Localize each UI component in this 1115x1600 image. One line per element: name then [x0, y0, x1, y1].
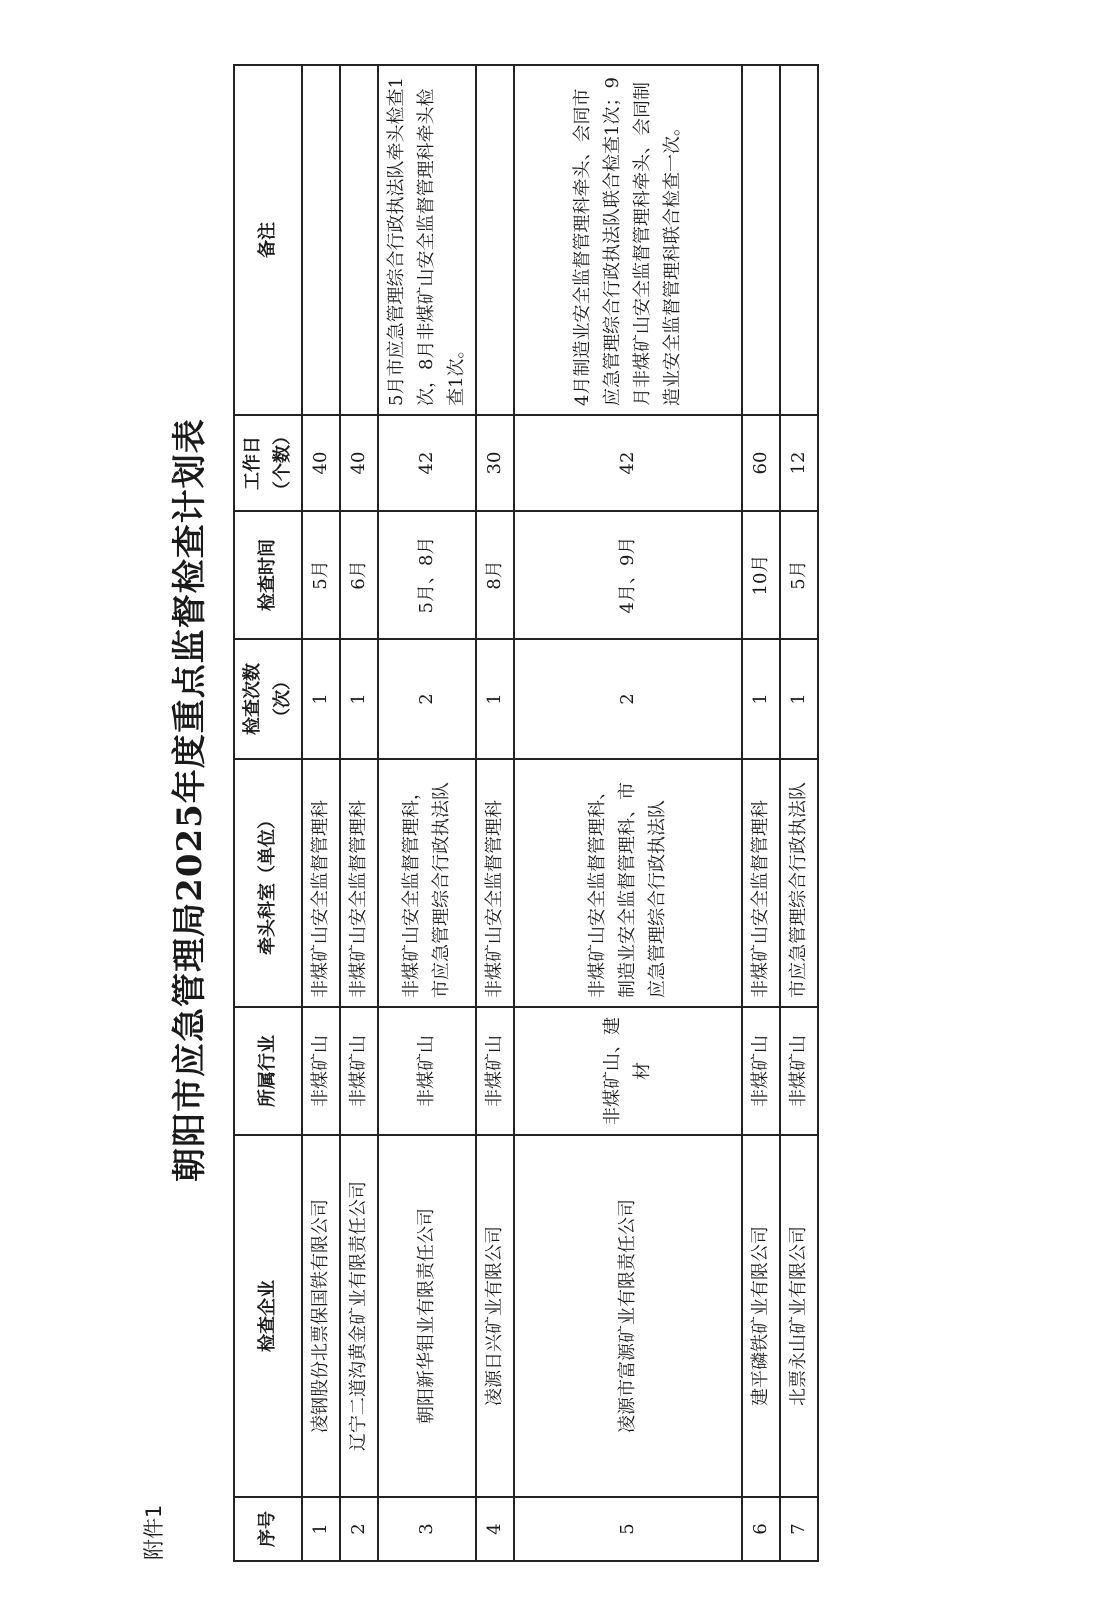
cell-time: 6月 [340, 511, 378, 639]
cell-times: 1 [476, 639, 514, 759]
cell-time: 8月 [476, 511, 514, 639]
table-row [514, 65, 742, 1561]
cell-dept: 市应急管理综合行政执法队 [780, 759, 818, 1007]
cell-no: 6 [742, 1497, 780, 1561]
table-row [476, 65, 514, 1561]
header-days: 工作日（个数） [234, 415, 302, 511]
cell-note [340, 65, 378, 415]
cell-no: 1 [302, 1497, 340, 1561]
cell-days: 40 [340, 415, 378, 511]
cell-times: 1 [780, 639, 818, 759]
cell-no: 2 [340, 1497, 378, 1561]
cell-no: 7 [780, 1497, 818, 1561]
cell-no: 3 [378, 1497, 476, 1561]
table-row [378, 65, 476, 1561]
cell-days: 60 [742, 415, 780, 511]
cell-dept: 非煤矿山安全监督管理科 [340, 759, 378, 1007]
table-row [742, 65, 780, 1561]
header-time: 检查时间 [234, 511, 302, 639]
header-dept: 牵头科室（单位） [234, 759, 302, 1007]
cell-times: 2 [378, 639, 476, 759]
cell-note [302, 65, 340, 415]
header-enterprise: 检查企业 [234, 1135, 302, 1497]
cell-industry: 非煤矿山 [302, 1007, 340, 1135]
inspection-plan-table [233, 64, 819, 1562]
table-row [340, 65, 378, 1561]
cell-dept: 非煤矿山安全监督管理科 [476, 759, 514, 1007]
table-header-row [234, 65, 302, 1561]
cell-days: 12 [780, 415, 818, 511]
cell-days: 42 [378, 415, 476, 511]
page-title: 朝阳市应急管理局2025年度重点监督检查计划表 [170, 418, 210, 1182]
cell-note: 4月制造业安全监督管理科牵头、会同市应急管理综合行政执法队联合检查1次；9月非煤矿山安全监督管理科牵头、会同制造业安全监督管理科联合检查一次。 [514, 65, 742, 415]
cell-industry: 非煤矿山 [476, 1007, 514, 1135]
cell-dept: 非煤矿山安全监督管理科 [302, 759, 340, 1007]
cell-enterprise: 凌源日兴矿业有限公司 [476, 1135, 514, 1497]
cell-days: 40 [302, 415, 340, 511]
cell-time: 5月、8月 [378, 511, 476, 639]
header-times: 检查次数（次） [234, 639, 302, 759]
table-row [780, 65, 818, 1561]
cell-times: 1 [302, 639, 340, 759]
cell-time: 4月、9月 [514, 511, 742, 639]
cell-dept: 非煤矿山安全监督管理科，市应急管理综合行政执法队 [378, 759, 476, 1007]
cell-dept: 非煤矿山安全监督管理科 [742, 759, 780, 1007]
cell-note: 5月市应急管理综合行政执法队牵头检查1次，8月非煤矿山安全监督管理科牵头检查1次。 [378, 65, 476, 415]
cell-enterprise: 凌源市富源矿业有限责任公司 [514, 1135, 742, 1497]
cell-days: 42 [514, 415, 742, 511]
cell-industry: 非煤矿山 [378, 1007, 476, 1135]
cell-days: 30 [476, 415, 514, 511]
cell-enterprise: 建平磷铁矿业有限公司 [742, 1135, 780, 1497]
cell-enterprise: 凌钢股份北票保国铁有限公司 [302, 1135, 340, 1497]
cell-note [742, 65, 780, 415]
header-note: 备注 [234, 65, 302, 415]
cell-time: 5月 [302, 511, 340, 639]
cell-industry: 非煤矿山 [742, 1007, 780, 1135]
cell-no: 4 [476, 1497, 514, 1561]
cell-enterprise: 朝阳新华钼业有限责任公司 [378, 1135, 476, 1497]
table-row [302, 65, 340, 1561]
cell-time: 10月 [742, 511, 780, 639]
attachment-label: 附件1 [142, 1504, 166, 1560]
cell-times: 2 [514, 639, 742, 759]
cell-industry: 非煤矿山 [340, 1007, 378, 1135]
cell-no: 5 [514, 1497, 742, 1561]
cell-enterprise: 北票永山矿业有限公司 [780, 1135, 818, 1497]
header-industry: 所属行业 [234, 1007, 302, 1135]
cell-times: 1 [340, 639, 378, 759]
cell-enterprise: 辽宁二道沟黄金矿业有限责任公司 [340, 1135, 378, 1497]
cell-industry: 非煤矿山 [780, 1007, 818, 1135]
cell-note [476, 65, 514, 415]
cell-industry: 非煤矿山、建材 [514, 1007, 742, 1135]
cell-dept: 非煤矿山安全监督管理科、制造业安全监督管理科、市应急管理综合行政执法队 [514, 759, 742, 1007]
cell-times: 1 [742, 639, 780, 759]
cell-time: 5月 [780, 511, 818, 639]
header-no: 序号 [234, 1497, 302, 1561]
cell-note [780, 65, 818, 415]
